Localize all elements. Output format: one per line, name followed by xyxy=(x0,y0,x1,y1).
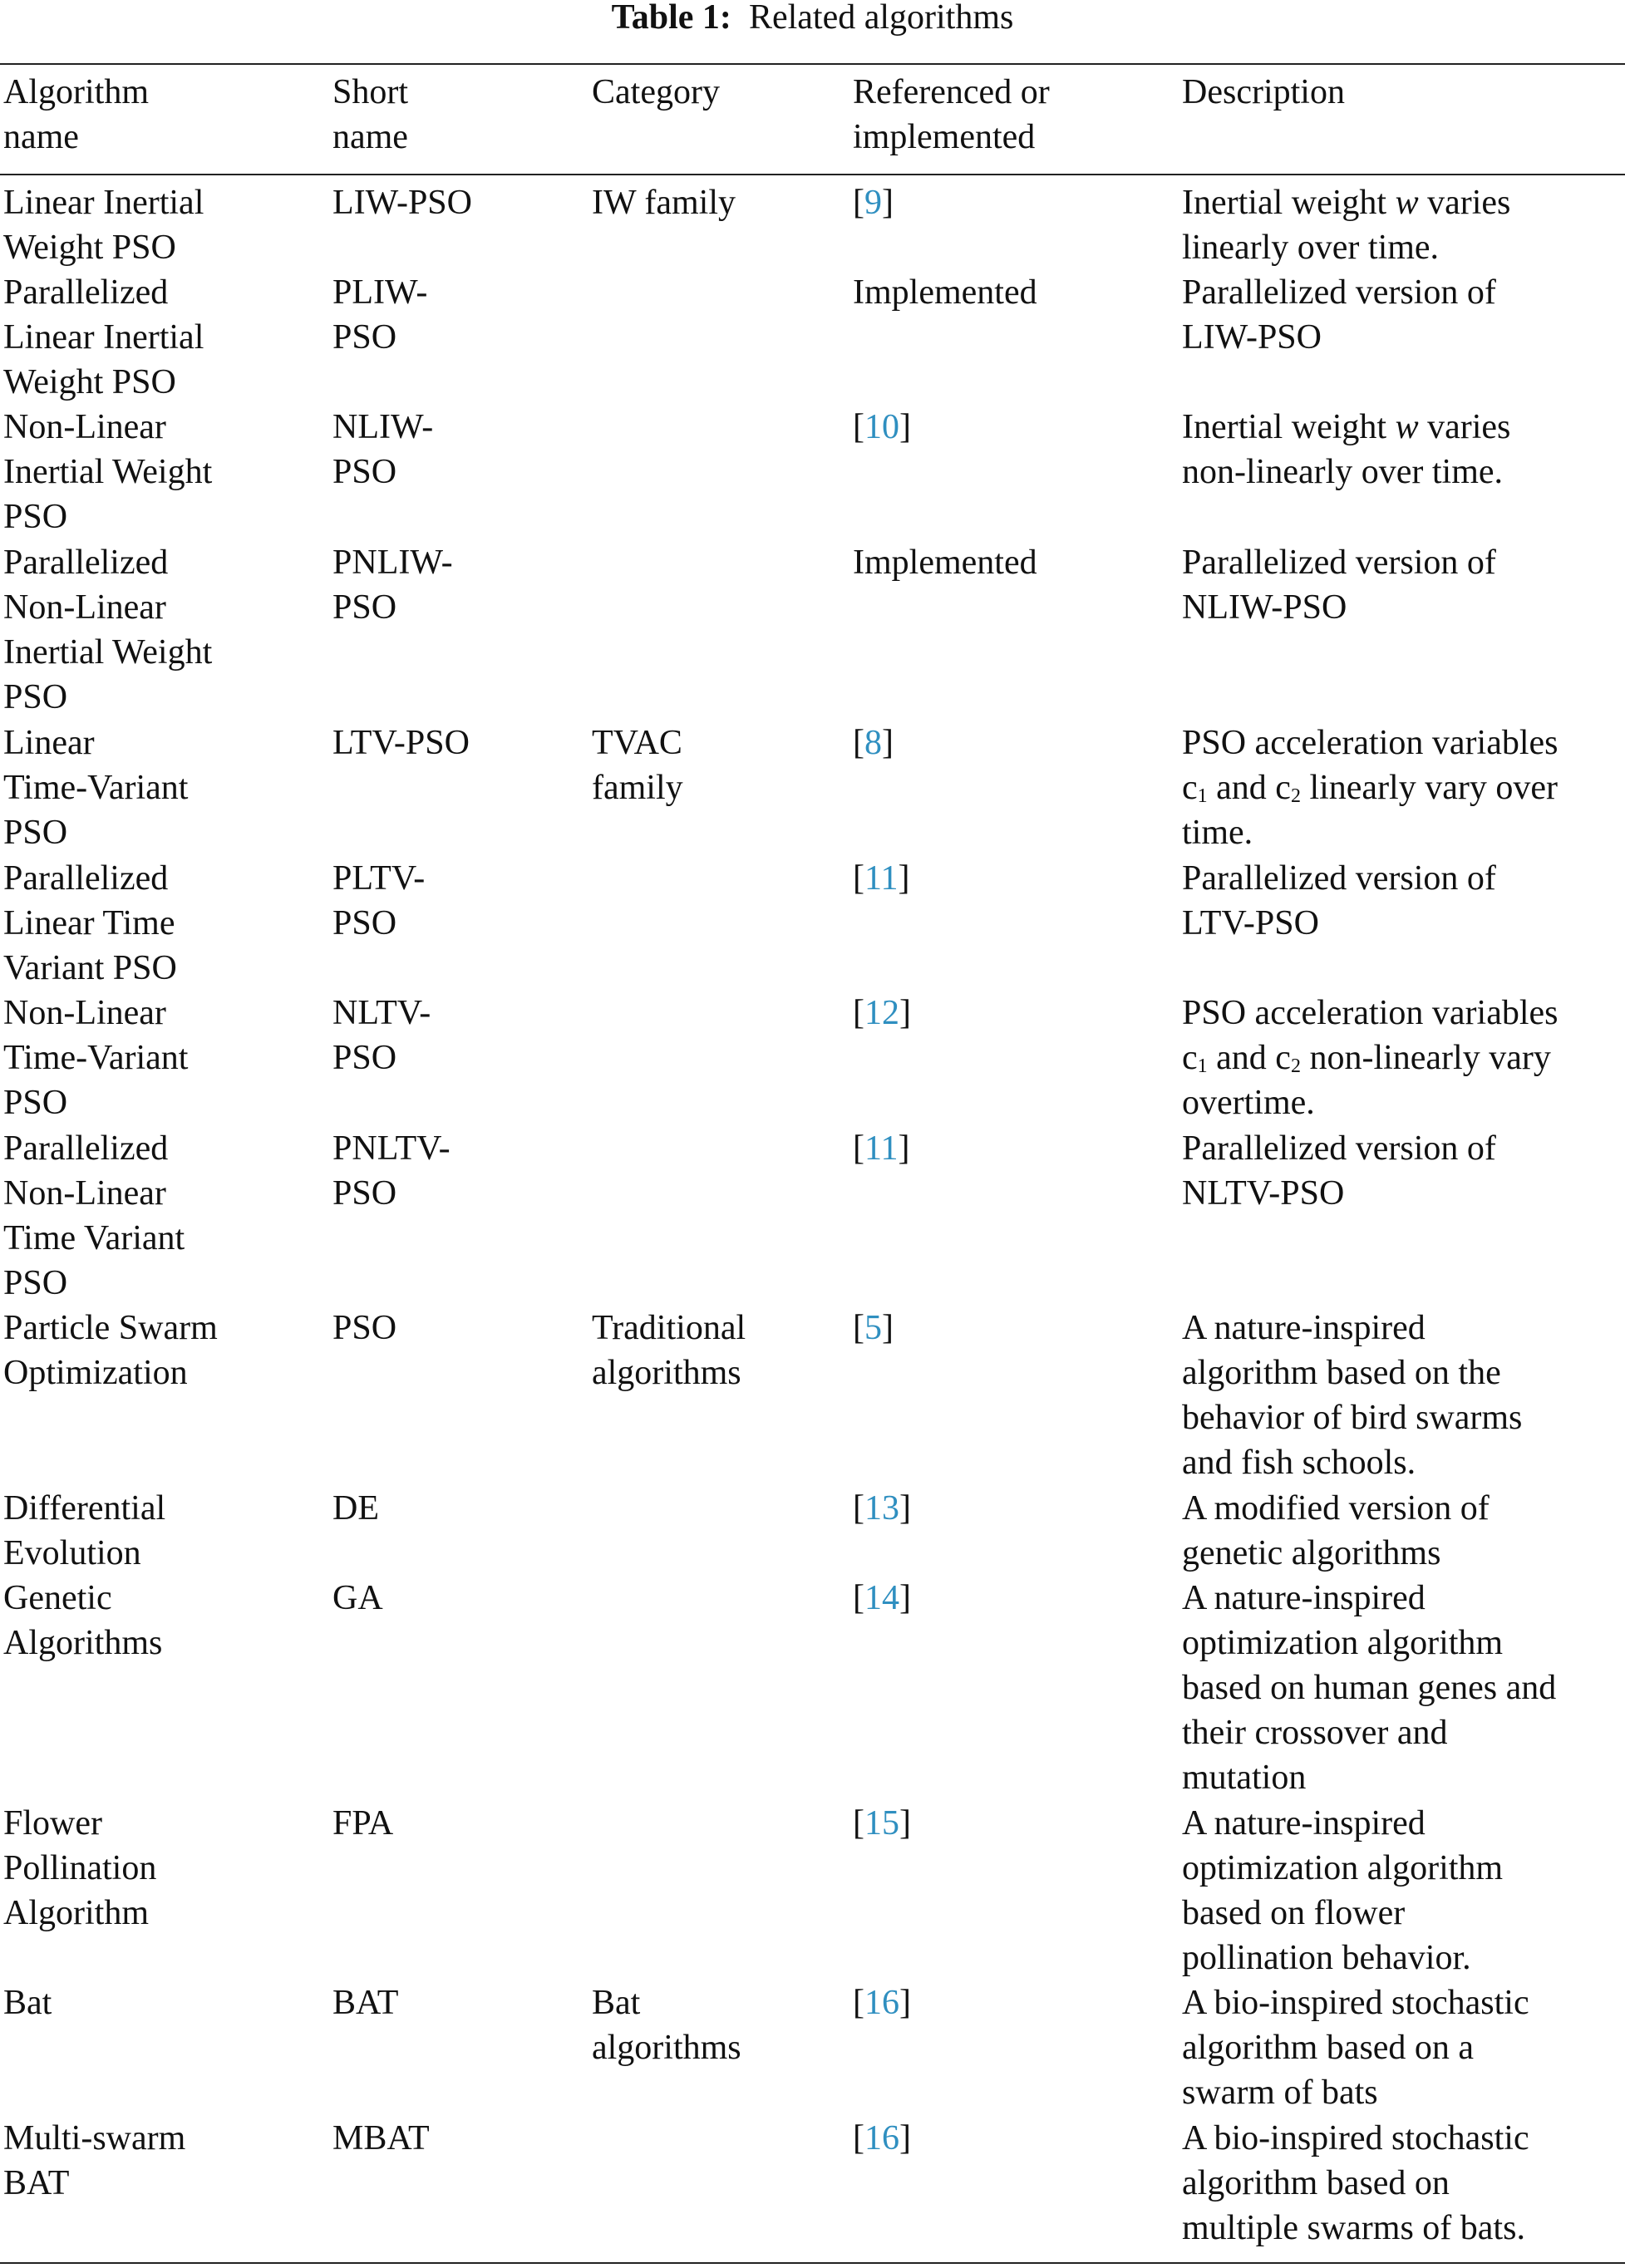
algorithm-name-cell: Bat xyxy=(3,1984,52,2022)
description-text: A nature-inspired optimization algorithm based on human genes and their crossover and mutation xyxy=(1182,1579,1557,1797)
description-cell xyxy=(1182,405,1625,494)
header-description: Description xyxy=(1182,73,1345,111)
algorithm-name-cell: Linear Time-Variant PSO xyxy=(3,724,189,852)
short-name-cell: GA xyxy=(332,1579,383,1617)
description-cell xyxy=(1182,1486,1625,1576)
reference-link[interactable]: 9 xyxy=(864,184,882,222)
description-text: varies non-linearly over time. xyxy=(1182,408,1511,491)
implemented-label: Implemented xyxy=(853,544,1037,582)
reference-cell: [13] xyxy=(853,1489,911,1528)
reference-cell: [15] xyxy=(853,1804,911,1842)
algorithm-name-cell: Genetic Algorithms xyxy=(3,1579,163,1662)
implemented-label: Implemented xyxy=(853,273,1037,312)
reference-cell: [8] xyxy=(853,724,894,762)
reference-link[interactable]: 14 xyxy=(864,1579,899,1617)
reference-link[interactable]: 10 xyxy=(864,408,899,446)
table-header-rule xyxy=(0,174,1625,175)
table-caption xyxy=(0,0,1625,35)
algorithm-name-cell: Parallelized Non-Linear Time Variant PSO xyxy=(3,1129,185,1302)
reference-cell: [14] xyxy=(853,1579,911,1617)
reference-link[interactable]: 16 xyxy=(864,1984,899,2022)
algorithm-name-cell: Non-Linear Inertial Weight PSO xyxy=(3,408,213,536)
reference-cell xyxy=(853,270,1169,315)
reference-link[interactable]: 13 xyxy=(864,1489,899,1528)
reference-link[interactable]: 12 xyxy=(864,994,899,1032)
description-cell xyxy=(1182,2116,1625,2251)
description-text: Parallelized version of NLTV-PSO xyxy=(1182,1129,1496,1213)
header-referenced: Referenced or implemented xyxy=(853,73,1050,156)
reference-link[interactable]: 11 xyxy=(864,1129,899,1168)
category-cell: IW family xyxy=(592,184,736,222)
symbol-w: w xyxy=(1395,184,1419,222)
reference-link[interactable]: 8 xyxy=(864,724,882,762)
symbol-w: w xyxy=(1395,408,1419,446)
algorithm-name-cell: Differential Evolution xyxy=(3,1489,166,1572)
short-name-cell: DE xyxy=(332,1489,379,1528)
algorithm-name-cell: Linear Inertial Weight PSO xyxy=(3,184,204,267)
subscript-2: 2 xyxy=(1290,1055,1301,1077)
description-cell xyxy=(1182,721,1625,855)
description-text: PSO acceleration variables c xyxy=(1182,994,1559,1077)
subscript-2: 2 xyxy=(1290,785,1301,807)
short-name-cell: PNLTV- PSO xyxy=(332,1129,451,1213)
algorithm-name-cell: Parallelized Linear Time Variant PSO xyxy=(3,859,177,987)
short-name-cell: PNLIW- PSO xyxy=(332,544,453,627)
algorithm-name-cell: Particle Swarm Optimization xyxy=(3,1309,218,1392)
short-name-cell: BAT xyxy=(332,1984,399,2022)
short-name-cell: LTV-PSO xyxy=(332,724,470,762)
header-category: Category xyxy=(592,73,720,111)
description-text: linearly vary over time. xyxy=(1182,769,1558,852)
description-text: Parallelized version of NLIW-PSO xyxy=(1182,544,1496,627)
header-short-name: Short name xyxy=(332,73,409,156)
subscript-1: 1 xyxy=(1197,785,1208,807)
description-text: and c xyxy=(1207,1039,1291,1077)
description-cell xyxy=(1182,991,1625,1125)
description-cell xyxy=(1182,1980,1625,2115)
category-cell: TVAC family xyxy=(592,724,683,807)
subscript-1: 1 xyxy=(1197,1055,1208,1077)
table-top-rule xyxy=(0,63,1625,65)
description-text: PSO acceleration variables c xyxy=(1182,724,1559,807)
algorithm-name-cell: Parallelized Linear Inertial Weight PSO xyxy=(3,273,204,401)
reference-link[interactable]: 16 xyxy=(864,2119,899,2157)
description-text: Parallelized version of LTV-PSO xyxy=(1182,859,1496,942)
description-text: A nature-inspired algorithm based on the behavior of bird swarms and fish schools. xyxy=(1182,1309,1523,1482)
category-cell: Traditional algorithms xyxy=(592,1309,746,1392)
reference-cell: [16] xyxy=(853,2119,911,2157)
short-name-cell: NLTV- PSO xyxy=(332,994,431,1077)
reference-cell xyxy=(853,540,1169,585)
description-cell xyxy=(1182,1576,1625,1800)
reference-cell: [11] xyxy=(853,859,910,898)
reference-link[interactable]: 5 xyxy=(864,1309,882,1347)
reference-cell: [9] xyxy=(853,184,894,222)
short-name-cell: PSO xyxy=(332,1309,397,1347)
short-name-cell: LIW-PSO xyxy=(332,184,472,222)
description-text: Inertial weight xyxy=(1182,184,1396,222)
description-cell xyxy=(1182,540,1625,630)
algorithm-name-cell: Parallelized Non-Linear Inertial Weight PSO xyxy=(3,544,213,716)
table-caption-label: Table 1: xyxy=(611,0,731,37)
reference-cell: [16] xyxy=(853,1984,911,2022)
description-text: A bio-inspired stochastic algorithm based on a swarm of bats xyxy=(1182,1984,1529,2112)
algorithm-name-cell: Multi-swarm BAT xyxy=(3,2119,186,2202)
reference-cell: [10] xyxy=(853,408,911,446)
description-text: Inertial weight xyxy=(1182,408,1396,446)
header-algorithm-name: Algorithm name xyxy=(3,73,149,156)
reference-link[interactable]: 15 xyxy=(864,1804,899,1842)
description-text: and c xyxy=(1207,769,1291,807)
description-cell xyxy=(1182,1801,1625,1980)
description-text: A nature-inspired optimization algorithm based on flower pollination behavior. xyxy=(1182,1804,1504,1977)
short-name-cell: NLIW- PSO xyxy=(332,408,434,491)
reference-cell: [12] xyxy=(853,994,911,1032)
table-bottom-rule xyxy=(0,2262,1625,2264)
description-cell xyxy=(1182,856,1625,946)
short-name-cell: PLIW- PSO xyxy=(332,273,428,357)
description-cell xyxy=(1182,1126,1625,1216)
algorithm-name-cell: Flower Pollination Algorithm xyxy=(3,1804,157,1932)
reference-cell: [11] xyxy=(853,1129,910,1168)
description-text: A modified version of genetic algorithms xyxy=(1182,1489,1490,1572)
category-cell: Bat algorithms xyxy=(592,1984,741,2067)
short-name-cell: PLTV- PSO xyxy=(332,859,426,942)
reference-cell: [5] xyxy=(853,1309,894,1347)
description-text: varies linearly over time. xyxy=(1182,184,1511,267)
algorithm-name-cell: Non-Linear Time-Variant PSO xyxy=(3,994,189,1122)
short-name-cell: MBAT xyxy=(332,2119,430,2157)
table-caption-title: Related algorithms xyxy=(748,0,1014,37)
description-text: Parallelized version of LIW-PSO xyxy=(1182,273,1496,357)
description-text: A bio-inspired stochastic algorithm based on multiple swarms of bats. xyxy=(1182,2119,1529,2247)
description-text: non-linearly vary overtime. xyxy=(1182,1039,1551,1122)
reference-link[interactable]: 11 xyxy=(864,859,899,898)
description-cell xyxy=(1182,270,1625,360)
short-name-cell: FPA xyxy=(332,1804,394,1842)
description-cell xyxy=(1182,180,1625,270)
description-cell xyxy=(1182,1306,1625,1485)
